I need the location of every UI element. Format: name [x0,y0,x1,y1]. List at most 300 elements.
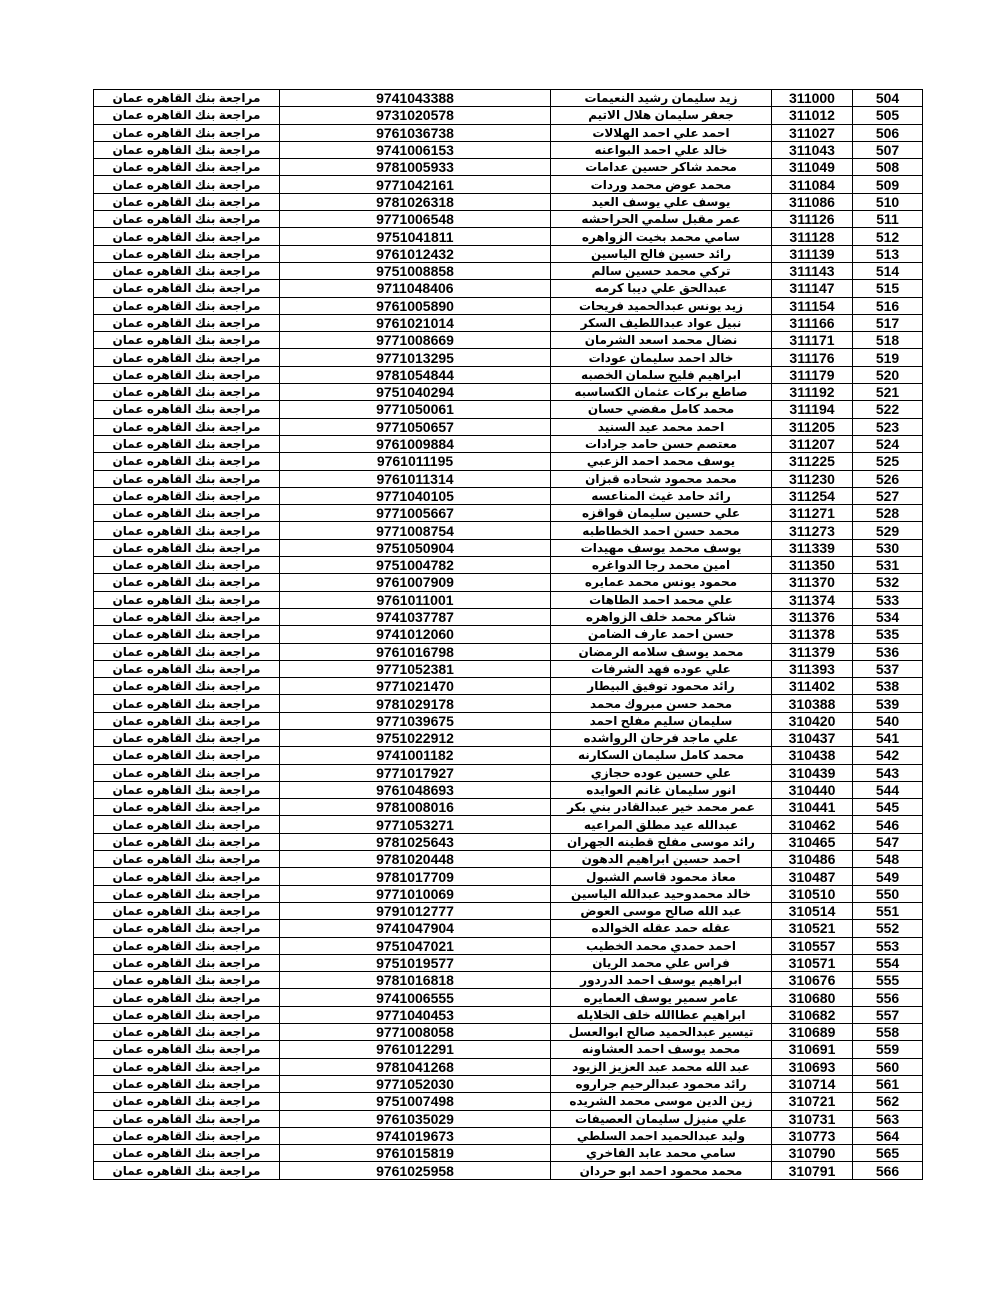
id-cell: 310521 [772,920,853,937]
name-cell: معتصم حسن حامد جرادات [551,435,772,452]
note-cell: مراجعة بنك القاهره عمان [94,764,280,781]
table-row [94,435,923,452]
applicants-table [93,89,923,1180]
table-row [94,608,923,625]
id-cell: 310676 [772,972,853,989]
national-id-cell: 9741019673 [280,1127,551,1144]
name-cell: انور سليمان غانم العوايده [551,781,772,798]
seq-cell: 537 [853,660,923,677]
national-id-cell: 9761009884 [280,435,551,452]
table-row [94,124,923,141]
national-id-cell: 9751047021 [280,937,551,954]
id-cell: 311012 [772,107,853,124]
seq-cell: 558 [853,1024,923,1041]
name-cell: محمد محمود شحاده قبزان [551,470,772,487]
national-id-cell: 9771017927 [280,764,551,781]
name-cell: تيسير عبدالحميد صالح ابوالعسل [551,1024,772,1041]
id-cell: 310514 [772,902,853,919]
note-cell: مراجعة بنك القاهره عمان [94,366,280,383]
note-cell: مراجعة بنك القاهره عمان [94,954,280,971]
note-cell: مراجعة بنك القاهره عمان [94,124,280,141]
id-cell: 310791 [772,1162,853,1179]
name-cell: محمد كامل سليمان السكارنه [551,747,772,764]
id-cell: 310571 [772,954,853,971]
id-cell: 310487 [772,868,853,885]
table-row [94,141,923,158]
note-cell: مراجعة بنك القاهره عمان [94,1162,280,1179]
national-id-cell: 9761048693 [280,781,551,798]
table-row [94,851,923,868]
note-cell: مراجعة بنك القاهره عمان [94,1093,280,1110]
id-cell: 310721 [772,1093,853,1110]
name-cell: عقله حمد عقله الخوالده [551,920,772,937]
name-cell: رائد موسى مفلح قطينه الجهران [551,833,772,850]
id-cell: 311192 [772,384,853,401]
table-row [94,1024,923,1041]
seq-cell: 553 [853,937,923,954]
note-cell: مراجعة بنك القاهره عمان [94,972,280,989]
note-cell: مراجعة بنك القاهره عمان [94,799,280,816]
id-cell: 311027 [772,124,853,141]
id-cell: 310486 [772,851,853,868]
name-cell: احمد علي احمد الهلالات [551,124,772,141]
note-cell: مراجعة بنك القاهره عمان [94,90,280,107]
national-id-cell: 9771040453 [280,1006,551,1023]
national-id-cell: 9741043388 [280,90,551,107]
note-cell: مراجعة بنك القاهره عمان [94,280,280,297]
table-row [94,487,923,504]
seq-cell: 541 [853,729,923,746]
table-row [94,712,923,729]
table-row [94,643,923,660]
id-cell: 311273 [772,522,853,539]
seq-cell: 508 [853,159,923,176]
table-row [94,262,923,279]
name-cell: محمد يوسف سلامه الرمضان [551,643,772,660]
id-cell: 311205 [772,418,853,435]
note-cell: مراجعة بنك القاهره عمان [94,159,280,176]
id-cell: 310437 [772,729,853,746]
name-cell: يوسف محمد يوسف مهيدات [551,539,772,556]
table-row [94,1006,923,1023]
seq-cell: 549 [853,868,923,885]
name-cell: احمد محمد عيد السنيد [551,418,772,435]
id-cell: 311084 [772,176,853,193]
seq-cell: 527 [853,487,923,504]
seq-cell: 513 [853,245,923,262]
note-cell: مراجعة بنك القاهره عمان [94,107,280,124]
national-id-cell: 9781026318 [280,193,551,210]
table-row [94,1093,923,1110]
national-id-cell: 9761035029 [280,1110,551,1127]
national-id-cell: 9761012432 [280,245,551,262]
table-row [94,764,923,781]
seq-cell: 529 [853,522,923,539]
note-cell: مراجعة بنك القاهره عمان [94,1110,280,1127]
id-cell: 310441 [772,799,853,816]
national-id-cell: 9761016798 [280,643,551,660]
id-cell: 310691 [772,1041,853,1058]
national-id-cell: 9741001182 [280,747,551,764]
seq-cell: 546 [853,816,923,833]
national-id-cell: 9761036738 [280,124,551,141]
table-row [94,695,923,712]
national-id-cell: 9771013295 [280,349,551,366]
applicants-table-body [94,90,923,1180]
name-cell: رائد محمود توفيق البيطار [551,678,772,695]
national-id-cell: 9771052381 [280,660,551,677]
note-cell: مراجعة بنك القاهره عمان [94,470,280,487]
id-cell: 311339 [772,539,853,556]
table-row [94,920,923,937]
seq-cell: 543 [853,764,923,781]
seq-cell: 552 [853,920,923,937]
table-row [94,989,923,1006]
id-cell: 310682 [772,1006,853,1023]
table-row [94,176,923,193]
seq-cell: 563 [853,1110,923,1127]
name-cell: محمد كامل مفضي حسان [551,401,772,418]
table-row [94,349,923,366]
seq-cell: 518 [853,332,923,349]
national-id-cell: 9771005667 [280,505,551,522]
note-cell: مراجعة بنك القاهره عمان [94,539,280,556]
name-cell: عمر محمد خير عبدالقادر بني بكر [551,799,772,816]
name-cell: محمد محمود احمد ابو حردان [551,1162,772,1179]
table-row [94,539,923,556]
note-cell: مراجعة بنك القاهره عمان [94,902,280,919]
note-cell: مراجعة بنك القاهره عمان [94,868,280,885]
id-cell: 310790 [772,1145,853,1162]
note-cell: مراجعة بنك القاهره عمان [94,989,280,1006]
national-id-cell: 9741006555 [280,989,551,1006]
name-cell: عبد الله محمد عبد العزيز الزيود [551,1058,772,1075]
name-cell: سامي محمد عابد الفاخري [551,1145,772,1162]
id-cell: 311376 [772,608,853,625]
national-id-cell: 9781029178 [280,695,551,712]
seq-cell: 530 [853,539,923,556]
id-cell: 311379 [772,643,853,660]
name-cell: ابراهيم عطاالله خلف الخلايله [551,1006,772,1023]
seq-cell: 506 [853,124,923,141]
note-cell: مراجعة بنك القاهره عمان [94,937,280,954]
id-cell: 310693 [772,1058,853,1075]
name-cell: محمد يوسف احمد العشاونه [551,1041,772,1058]
table-row [94,332,923,349]
seq-cell: 519 [853,349,923,366]
id-cell: 311207 [772,435,853,452]
name-cell: علي محمد احمد الطاهات [551,591,772,608]
note-cell: مراجعة بنك القاهره عمان [94,1058,280,1075]
table-row [94,107,923,124]
table-row [94,522,923,539]
seq-cell: 534 [853,608,923,625]
id-cell: 310773 [772,1127,853,1144]
national-id-cell: 9771050061 [280,401,551,418]
name-cell: نضال محمد اسعد الشرمان [551,332,772,349]
id-cell: 311166 [772,314,853,331]
name-cell: شاكر محمد خلف الزواهره [551,608,772,625]
national-id-cell: 9751008858 [280,262,551,279]
id-cell: 310440 [772,781,853,798]
seq-cell: 505 [853,107,923,124]
table-row [94,1058,923,1075]
seq-cell: 531 [853,557,923,574]
id-cell: 311171 [772,332,853,349]
note-cell: مراجعة بنك القاهره عمان [94,297,280,314]
note-cell: مراجعة بنك القاهره عمان [94,660,280,677]
national-id-cell: 9761011314 [280,470,551,487]
table-row [94,799,923,816]
note-cell: مراجعة بنك القاهره عمان [94,453,280,470]
table-row [94,591,923,608]
id-cell: 310465 [772,833,853,850]
national-id-cell: 9751022912 [280,729,551,746]
seq-cell: 545 [853,799,923,816]
note-cell: مراجعة بنك القاهره عمان [94,1024,280,1041]
seq-cell: 551 [853,902,923,919]
table-row [94,401,923,418]
table-row [94,626,923,643]
seq-cell: 528 [853,505,923,522]
table-row [94,557,923,574]
note-cell: مراجعة بنك القاهره عمان [94,747,280,764]
national-id-cell: 9741047904 [280,920,551,937]
name-cell: امين محمد رجا الدواغره [551,557,772,574]
national-id-cell: 9761012291 [280,1041,551,1058]
national-id-cell: 9781020448 [280,851,551,868]
table-row [94,1110,923,1127]
table-row [94,470,923,487]
name-cell: يوسف علي يوسف العيد [551,193,772,210]
seq-cell: 517 [853,314,923,331]
seq-cell: 504 [853,90,923,107]
national-id-cell: 9771010069 [280,885,551,902]
seq-cell: 554 [853,954,923,971]
note-cell: مراجعة بنك القاهره عمان [94,712,280,729]
table-row [94,1162,923,1179]
note-cell: مراجعة بنك القاهره عمان [94,193,280,210]
table-row [94,384,923,401]
seq-cell: 557 [853,1006,923,1023]
note-cell: مراجعة بنك القاهره عمان [94,1006,280,1023]
seq-cell: 539 [853,695,923,712]
note-cell: مراجعة بنك القاهره عمان [94,349,280,366]
seq-cell: 548 [853,851,923,868]
national-id-cell: 9771039675 [280,712,551,729]
seq-cell: 550 [853,885,923,902]
table-row [94,366,923,383]
note-cell: مراجعة بنك القاهره عمان [94,401,280,418]
id-cell: 310510 [772,885,853,902]
national-id-cell: 9771008669 [280,332,551,349]
name-cell: وليد عبدالحميد احمد السلطي [551,1127,772,1144]
seq-cell: 512 [853,228,923,245]
table-row [94,972,923,989]
table-row [94,1145,923,1162]
seq-cell: 521 [853,384,923,401]
id-cell: 311143 [772,262,853,279]
note-cell: مراجعة بنك القاهره عمان [94,781,280,798]
national-id-cell: 9761005890 [280,297,551,314]
national-id-cell: 9751041811 [280,228,551,245]
name-cell: عامر سمير يوسف العمايره [551,989,772,1006]
id-cell: 311043 [772,141,853,158]
national-id-cell: 9771040105 [280,487,551,504]
national-id-cell: 9771050657 [280,418,551,435]
name-cell: سامي محمد بخيت الزواهره [551,228,772,245]
note-cell: مراجعة بنك القاهره عمان [94,141,280,158]
table-row [94,868,923,885]
note-cell: مراجعة بنك القاهره عمان [94,1075,280,1092]
seq-cell: 523 [853,418,923,435]
seq-cell: 507 [853,141,923,158]
id-cell: 310557 [772,937,853,954]
table-row [94,678,923,695]
name-cell: علي حسين سليمان قواقزه [551,505,772,522]
national-id-cell: 9771008058 [280,1024,551,1041]
seq-cell: 511 [853,211,923,228]
name-cell: معاذ محمود قاسم الشبول [551,868,772,885]
id-cell: 311176 [772,349,853,366]
note-cell: مراجعة بنك القاهره عمان [94,885,280,902]
seq-cell: 555 [853,972,923,989]
name-cell: علي منيزل سليمان العصيفات [551,1110,772,1127]
national-id-cell: 9751050904 [280,539,551,556]
id-cell: 311402 [772,678,853,695]
note-cell: مراجعة بنك القاهره عمان [94,1127,280,1144]
table-row [94,245,923,262]
id-cell: 311139 [772,245,853,262]
note-cell: مراجعة بنك القاهره عمان [94,591,280,608]
national-id-cell: 9771006548 [280,211,551,228]
seq-cell: 533 [853,591,923,608]
name-cell: احمد حسين ابراهيم الدهون [551,851,772,868]
id-cell: 310680 [772,989,853,1006]
note-cell: مراجعة بنك القاهره عمان [94,608,280,625]
name-cell: محمد شاكر حسين عدامات [551,159,772,176]
seq-cell: 515 [853,280,923,297]
national-id-cell: 9771053271 [280,816,551,833]
table-row [94,453,923,470]
name-cell: عبدالحق علي ديبا كرمه [551,280,772,297]
national-id-cell: 9741012060 [280,626,551,643]
name-cell: علي عوده فهد الشرفات [551,660,772,677]
id-cell: 311254 [772,487,853,504]
name-cell: نبيل عواد عبداللطيف السكر [551,314,772,331]
national-id-cell: 9761015819 [280,1145,551,1162]
id-cell: 311086 [772,193,853,210]
seq-cell: 520 [853,366,923,383]
note-cell: مراجعة بنك القاهره عمان [94,643,280,660]
table-row [94,297,923,314]
id-cell: 311225 [772,453,853,470]
national-id-cell: 9741037787 [280,608,551,625]
national-id-cell: 9781005933 [280,159,551,176]
note-cell: مراجعة بنك القاهره عمان [94,557,280,574]
note-cell: مراجعة بنك القاهره عمان [94,435,280,452]
note-cell: مراجعة بنك القاهره عمان [94,245,280,262]
seq-cell: 547 [853,833,923,850]
table-row [94,159,923,176]
table-row [94,418,923,435]
note-cell: مراجعة بنك القاهره عمان [94,228,280,245]
note-cell: مراجعة بنك القاهره عمان [94,211,280,228]
name-cell: يوسف محمد احمد الزعبي [551,453,772,470]
name-cell: جعفر سليمان هلال الاتيم [551,107,772,124]
note-cell: مراجعة بنك القاهره عمان [94,626,280,643]
id-cell: 311147 [772,280,853,297]
seq-cell: 565 [853,1145,923,1162]
note-cell: مراجعة بنك القاهره عمان [94,1145,280,1162]
seq-cell: 526 [853,470,923,487]
id-cell: 310388 [772,695,853,712]
table-row [94,1127,923,1144]
note-cell: مراجعة بنك القاهره عمان [94,920,280,937]
id-cell: 310689 [772,1024,853,1041]
table-row [94,228,923,245]
national-id-cell: 9781017709 [280,868,551,885]
national-id-cell: 9751019577 [280,954,551,971]
table-row [94,314,923,331]
national-id-cell: 9781054844 [280,366,551,383]
id-cell: 311049 [772,159,853,176]
name-cell: محمد حسن احمد الخطاطبه [551,522,772,539]
name-cell: عمر مقبل سلمي الحراحشه [551,211,772,228]
seq-cell: 556 [853,989,923,1006]
seq-cell: 559 [853,1041,923,1058]
table-row [94,280,923,297]
name-cell: خالد احمد سليمان عودات [551,349,772,366]
seq-cell: 510 [853,193,923,210]
table-row [94,747,923,764]
seq-cell: 525 [853,453,923,470]
note-cell: مراجعة بنك القاهره عمان [94,384,280,401]
id-cell: 311350 [772,557,853,574]
name-cell: علي حسين عوده حجازي [551,764,772,781]
id-cell: 311370 [772,574,853,591]
id-cell: 311271 [772,505,853,522]
note-cell: مراجعة بنك القاهره عمان [94,314,280,331]
name-cell: خالد علي احمد البواعنه [551,141,772,158]
id-cell: 311194 [772,401,853,418]
note-cell: مراجعة بنك القاهره عمان [94,574,280,591]
name-cell: زين الدين موسى محمد الشريده [551,1093,772,1110]
note-cell: مراجعة بنك القاهره عمان [94,487,280,504]
seq-cell: 560 [853,1058,923,1075]
seq-cell: 532 [853,574,923,591]
seq-cell: 536 [853,643,923,660]
name-cell: صاطع بركات عثمان الكساسبه [551,384,772,401]
national-id-cell: 9751040294 [280,384,551,401]
table-row [94,885,923,902]
national-id-cell: 9761021014 [280,314,551,331]
national-id-cell: 9731020578 [280,107,551,124]
table-row [94,1075,923,1092]
id-cell: 311000 [772,90,853,107]
table-row [94,729,923,746]
name-cell: احمد حمدي محمد الخطيب [551,937,772,954]
seq-cell: 509 [853,176,923,193]
note-cell: مراجعة بنك القاهره عمان [94,262,280,279]
national-id-cell: 9771021470 [280,678,551,695]
table-row [94,660,923,677]
seq-cell: 562 [853,1093,923,1110]
table-row [94,902,923,919]
name-cell: خالد محمدوحيد عبدالله الياسين [551,885,772,902]
id-cell: 310439 [772,764,853,781]
name-cell: عبدالله عيد مطلق المراعيه [551,816,772,833]
